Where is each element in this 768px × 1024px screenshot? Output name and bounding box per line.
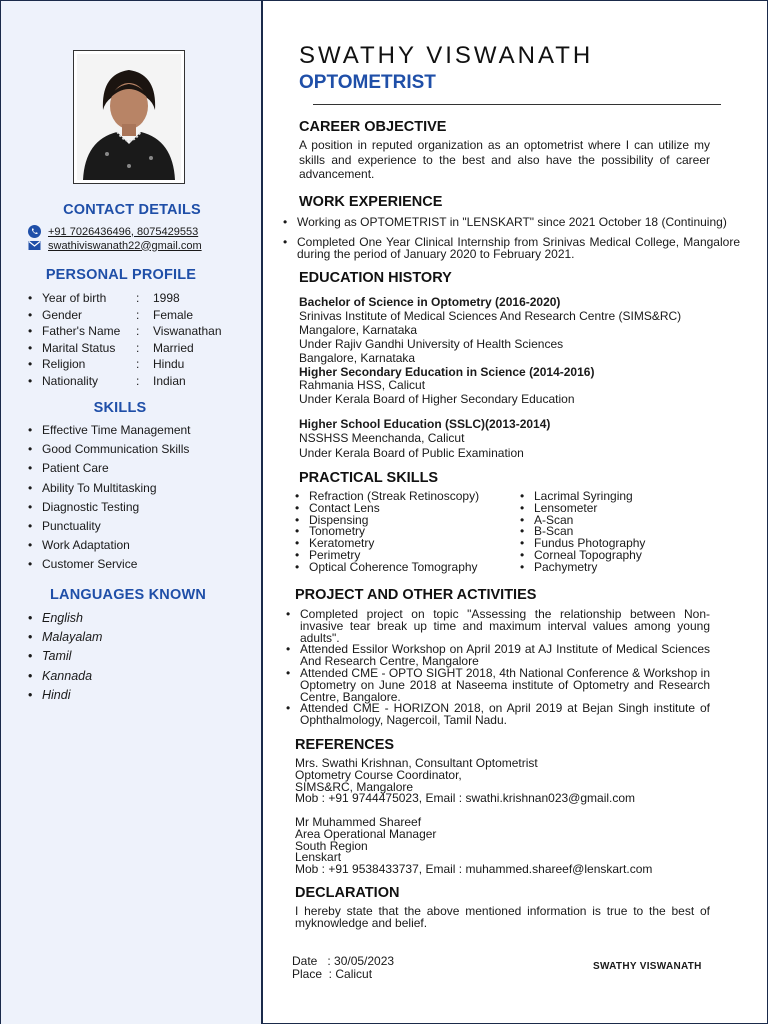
language-item: • Hindi bbox=[28, 686, 102, 705]
signature-name: SWATHY VISWANATH bbox=[593, 961, 702, 972]
personal-profile-list bbox=[28, 290, 222, 390]
skill-item: • Patient Care bbox=[28, 459, 191, 478]
sidebar bbox=[1, 1, 263, 1024]
education-title: Higher School Education (SSLC)(2013-2014) bbox=[299, 417, 551, 431]
declaration-date: Date : 30/05/2023 bbox=[292, 954, 395, 968]
practical-item: • Fundus Photography bbox=[520, 538, 720, 550]
references-heading: REFERENCES bbox=[295, 737, 395, 753]
profile-item: • Year of birth : 1998 bbox=[28, 290, 222, 307]
declaration-text: I hereby state that the above mentioned information is true to the best of myknowledge and belief. bbox=[295, 904, 710, 930]
practical-item: • B-Scan bbox=[520, 526, 720, 538]
profile-photo bbox=[73, 50, 185, 184]
contact-heading: CONTACT DETAILS bbox=[63, 202, 201, 218]
education-line: Mangalore, Karnataka bbox=[299, 322, 418, 337]
education-title: Higher Secondary Education in Science (2014-2016) bbox=[299, 364, 595, 379]
practical-item: • Perimetry bbox=[295, 550, 515, 562]
reference-line: Mob : +91 9744475023, Email : swathi.krishnan023@gmail.com bbox=[295, 791, 636, 806]
education-line: Bangalore, Karnataka bbox=[299, 350, 416, 365]
candidate-role: OPTOMETRIST bbox=[299, 72, 436, 93]
candidate-name: SWATHY VISWANATH bbox=[299, 42, 594, 69]
practical-list-right bbox=[520, 491, 720, 574]
projects-list bbox=[286, 609, 710, 727]
language-item: • Tamil bbox=[28, 647, 102, 666]
project-item: • Completed project on topic "Assessing the relationship between Non-invasive tear break up time and maximum interval values among young adults". bbox=[286, 609, 710, 644]
practical-item: • Lensometer bbox=[520, 503, 720, 515]
practical-item: • Lacrimal Syringing bbox=[520, 491, 720, 503]
profile-item: • Religion : Hindu bbox=[28, 356, 222, 373]
phone-icon bbox=[28, 225, 41, 238]
declaration-heading: DECLARATION bbox=[295, 885, 400, 901]
languages-list bbox=[28, 609, 102, 705]
date-place bbox=[292, 955, 394, 980]
reference-line: Mr Muhammed Shareef bbox=[295, 815, 422, 829]
projects-heading: PROJECT AND OTHER ACTIVITIES bbox=[295, 587, 537, 603]
skills-list bbox=[28, 421, 191, 575]
mail-icon bbox=[28, 239, 41, 252]
email-address: swathiviswanath22@gmail.com bbox=[48, 239, 202, 252]
education-line: Under Rajiv Gandhi University of Health Sciences bbox=[299, 336, 564, 351]
practical-item: • Pachymetry bbox=[520, 562, 720, 574]
reference-line: SIMS&RC, Mangalore bbox=[295, 779, 414, 794]
education-line: Under Kerala Board of Higher Secondary Education bbox=[299, 392, 575, 407]
project-item: • Attended CME - OPTO SIGHT 2018, 4th National Conference & Workshop in Optometry on June 2018 at Naseema institute of Optometry and Research Centre, Bangalore. bbox=[286, 668, 710, 703]
work-item: • Working as OPTOMETRIST in "LENSKART" since 2021 October 18 (Continuing) bbox=[283, 217, 753, 229]
reference-line: Lenskart bbox=[295, 850, 342, 865]
declaration-place: Place : Calicut bbox=[292, 966, 373, 981]
phone-number: +91 7026436496, 8075429553 bbox=[48, 225, 199, 238]
practical-item: • Corneal Topography bbox=[520, 550, 720, 562]
education-block-1 bbox=[299, 296, 719, 407]
education-line: Under Kerala Board of Public Examination bbox=[299, 445, 524, 460]
language-item: • Kannada bbox=[28, 667, 102, 686]
skill-item: • Diagnostic Testing bbox=[28, 498, 191, 517]
profile-item: • Gender : Female bbox=[28, 307, 222, 324]
skill-item: • Customer Service bbox=[28, 555, 191, 574]
skill-item: • Work Adaptation bbox=[28, 536, 191, 555]
profile-item: • Marital Status : Married bbox=[28, 340, 222, 357]
email-row[interactable] bbox=[28, 239, 202, 252]
practical-item: • Keratometry bbox=[295, 538, 515, 550]
practical-item: • A-Scan bbox=[520, 515, 720, 527]
project-item: • Attended Essilor Workshop on April 2019 at AJ Institute of Medical Sciences And Research Centre, Mangalore bbox=[286, 644, 710, 668]
skill-item: • Punctuality bbox=[28, 517, 191, 536]
practical-item: • Refraction (Streak Retinoscopy) bbox=[295, 491, 515, 503]
reference-line: Optometry Course Coordinator, bbox=[295, 767, 462, 782]
education-title: Bachelor of Science in Optometry (2016-2020) bbox=[299, 295, 561, 309]
skill-item: • Good Communication Skills bbox=[28, 440, 191, 459]
work-heading: WORK EXPERIENCE bbox=[299, 194, 443, 210]
profile-item: • Father's Name : Viswanathan bbox=[28, 323, 222, 340]
reference-2 bbox=[295, 817, 725, 876]
reference-1 bbox=[295, 758, 725, 805]
practical-item: • Contact Lens bbox=[295, 503, 515, 515]
education-heading: EDUCATION HISTORY bbox=[299, 270, 452, 286]
skills-heading: SKILLS bbox=[93, 400, 147, 416]
education-line: NSSHSS Meenchanda, Calicut bbox=[299, 431, 465, 446]
language-item: • Malayalam bbox=[28, 628, 102, 647]
profile-item: • Nationality : Indian bbox=[28, 373, 222, 390]
header-divider bbox=[313, 104, 721, 105]
work-item: • Completed One Year Clinical Internship from Srinivas Medical College, Mangalore during the period of January 2020 to February 2021. bbox=[283, 237, 740, 261]
education-line: Rahmania HSS, Calicut bbox=[299, 378, 426, 393]
reference-line: Mrs. Swathi Krishnan, Consultant Optometrist bbox=[295, 756, 538, 770]
practical-item: • Tonometry bbox=[295, 526, 515, 538]
education-block-2 bbox=[299, 417, 719, 460]
reference-line: Mob : +91 9538433737, Email : muhammed.shareef@lenskart.com bbox=[295, 862, 653, 877]
portrait-image bbox=[77, 54, 181, 180]
education-line: Srinivas Institute of Medical Sciences And Research Centre (SIMS&RC) bbox=[299, 308, 682, 323]
skill-item: • Ability To Multitasking bbox=[28, 479, 191, 498]
practical-list-left bbox=[295, 491, 515, 574]
career-text: A position in reputed organization as an optometrist where I can utilize my skills and experience to the best and also have the possibility of career advancement. bbox=[299, 138, 710, 181]
reference-line: South Region bbox=[295, 838, 368, 853]
languages-heading: LANGUAGES KNOWN bbox=[49, 587, 207, 603]
profile-heading: PERSONAL PROFILE bbox=[45, 267, 197, 283]
practical-item: • Dispensing bbox=[295, 515, 515, 527]
skill-item: • Effective Time Management bbox=[28, 421, 191, 440]
reference-line: Area Operational Manager bbox=[295, 826, 437, 841]
project-item: • Attended CME - HORIZON 2018, on April 2019 at Bejan Singh institute of Ophthalmology, Nagercoil, Tamil Nadu. bbox=[286, 703, 710, 727]
career-heading: CAREER OBJECTIVE bbox=[299, 119, 447, 135]
practical-heading: PRACTICAL SKILLS bbox=[299, 470, 439, 486]
phone-row[interactable] bbox=[28, 225, 198, 238]
language-item: • English bbox=[28, 609, 102, 628]
work-list bbox=[283, 217, 753, 260]
practical-item: • Optical Coherence Tomography bbox=[295, 562, 515, 574]
